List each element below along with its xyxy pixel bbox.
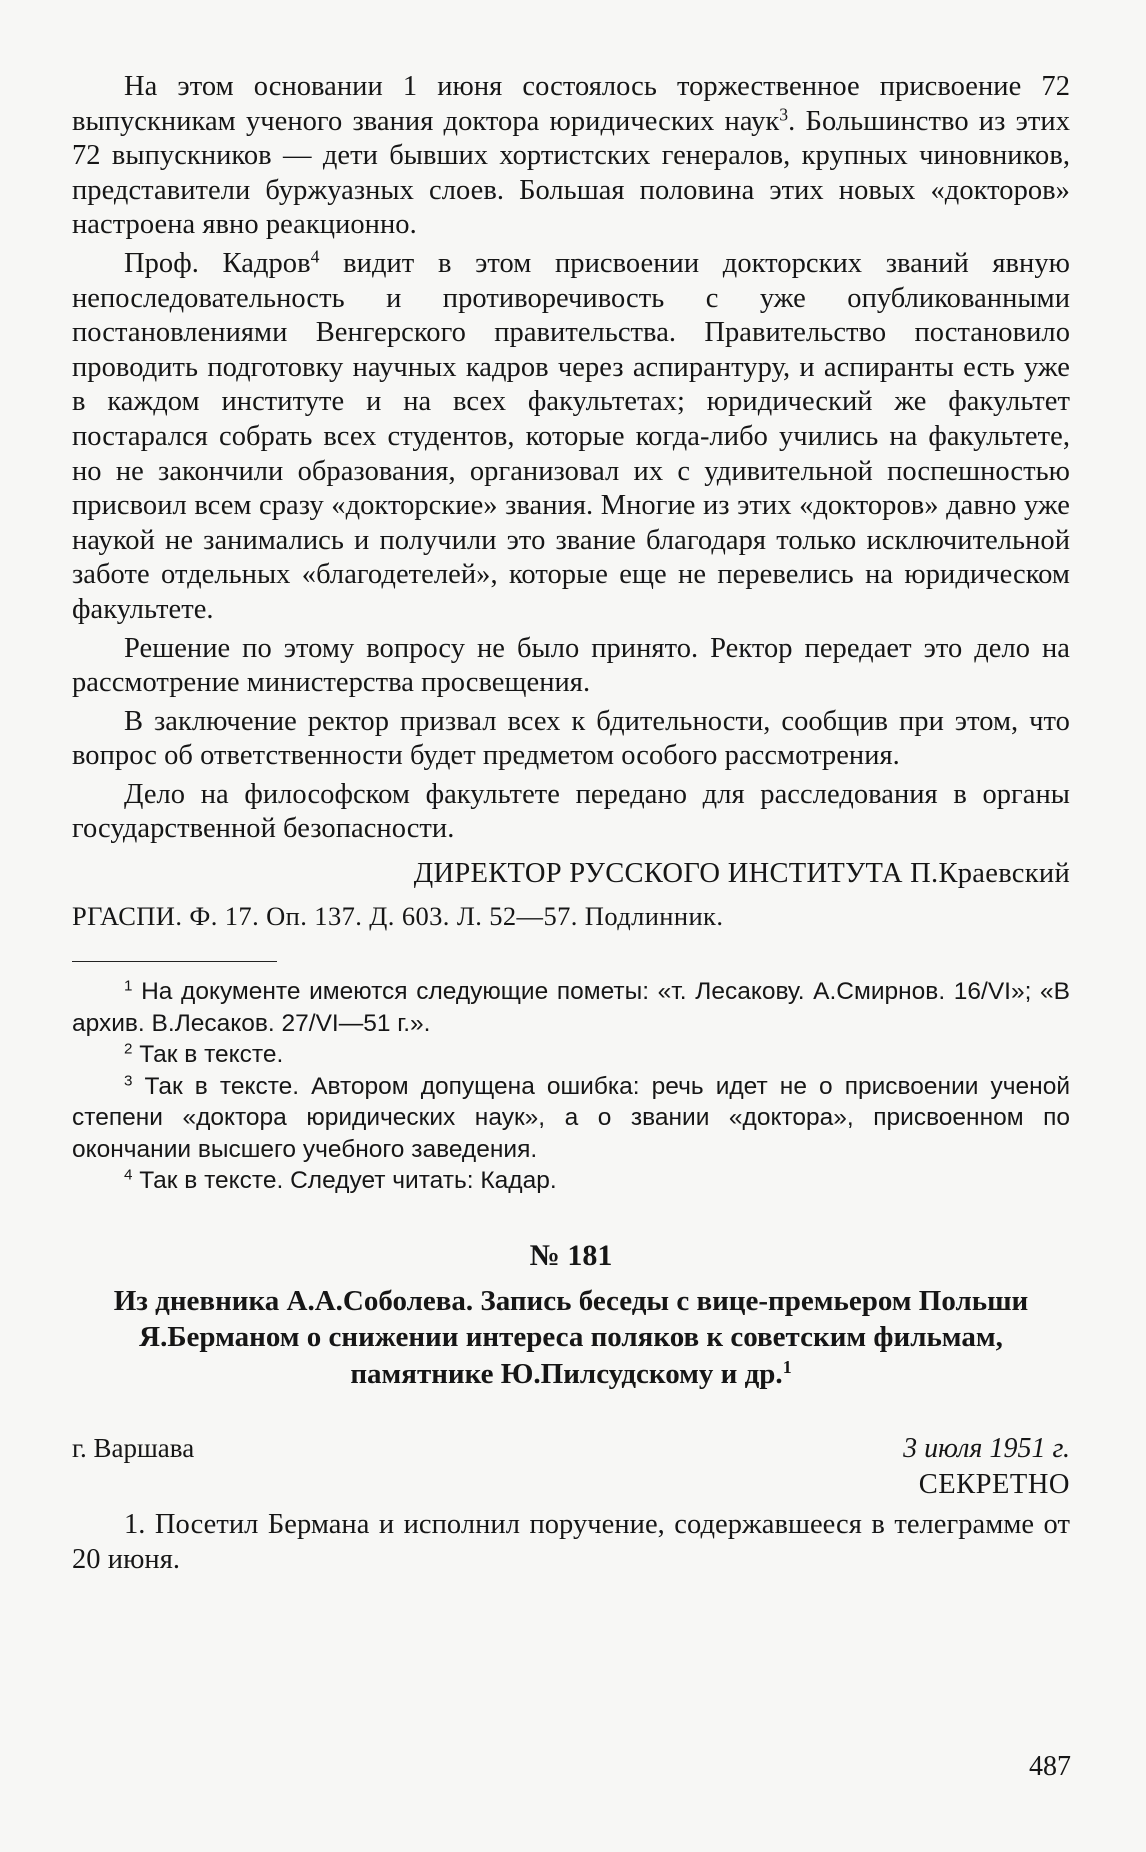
footnote-number: 4 bbox=[124, 1166, 133, 1184]
footnote-number: 3 bbox=[124, 1072, 133, 1090]
footnote-number: 2 bbox=[124, 1040, 133, 1058]
paragraph bbox=[72, 632, 1070, 701]
document-title bbox=[72, 1283, 1070, 1393]
footnote bbox=[72, 1165, 1070, 1197]
paragraph-text: Проф. Кадров bbox=[124, 247, 311, 279]
footnote-text: Так в тексте. Автором допущена ошибка: речь идет не о присвоении ученой степени «доктора юридических наук», а о звании «доктора», присвоенном по окончании высшего учебного заведения. bbox=[72, 1072, 1070, 1163]
paragraph-text: В заключение ректор призвал всех к бдительности, сообщив при этом, что вопрос об ответственности будет предметом особого рассмотрения. bbox=[72, 705, 1070, 772]
paragraph-text: Решение по этому вопросу не было принято. Ректор передает это дело на рассмотрение министерства просвещения. bbox=[72, 632, 1070, 699]
footnote bbox=[72, 976, 1070, 1039]
footnotes bbox=[72, 976, 1070, 1197]
paragraph-text: . Большинство из этих 72 выпускников — дети бывших хортистских генералов, крупных чиновников, представители буржуазных слоев. Большая половина этих новых «докторов» настроена явно реакционно. bbox=[72, 105, 1070, 241]
page-content bbox=[72, 70, 1070, 1577]
footnote-text: На документе имеются следующие пометы: «т. Лесакову. А.Смирнов. 16/VI»; «В архив. В.Лесаков. 27/VI—51 г.». bbox=[72, 978, 1070, 1037]
paragraph bbox=[72, 705, 1070, 774]
footnote bbox=[72, 1039, 1070, 1071]
footnote-text: Так в тексте. Следует читать: Кадар. bbox=[132, 1167, 557, 1195]
archive-source: РГАСПИ. Ф. 17. Оп. 137. Д. 603. Л. 52—57. Подлинник. bbox=[72, 901, 724, 932]
page-number: 487 bbox=[1029, 1751, 1071, 1782]
paragraph-text: На этом основании 1 июня состоялось торжественное присвоение 72 выпускникам ученого звания доктора юридических наук bbox=[72, 71, 1070, 137]
footnote-ref: 4 bbox=[310, 246, 320, 267]
place: г. Варшава bbox=[72, 1433, 195, 1464]
document-body-paragraph: 1. Посетил Бермана и исполнил поручение, содержавшееся в телеграмме от 20 июня. bbox=[72, 1509, 1070, 1575]
document-number: № 181 bbox=[529, 1238, 613, 1272]
place-date-line bbox=[72, 1432, 1070, 1465]
footnote-ref: 3 bbox=[779, 103, 789, 124]
main-text bbox=[72, 70, 1070, 847]
paragraph bbox=[72, 778, 1070, 847]
footnote-number: 1 bbox=[124, 977, 133, 995]
classification-mark: СЕКРЕТНО bbox=[918, 1469, 1070, 1501]
footnote-divider bbox=[72, 961, 277, 962]
footnote-text: Так в тексте. bbox=[132, 1041, 284, 1069]
signature: ДИРЕКТОР РУССКОГО ИНСТИТУТА П.Краевский bbox=[413, 858, 1070, 890]
paragraph bbox=[72, 247, 1070, 628]
date: 3 июля 1951 г. bbox=[903, 1433, 1070, 1465]
paragraph-text: Дело на философском факультете передано для расследования в органы государственной безопасности. bbox=[72, 778, 1070, 845]
document-title-text: Из дневника А.А.Соболева. Запись беседы с вице-премьером Польши Я.Берманом о снижении интереса поляков к советским фильмам, памятнике Ю.Пилсудскому и др. bbox=[113, 1284, 1029, 1390]
document-title-note: 1 bbox=[782, 1356, 792, 1377]
paragraph-text: видит в этом присвоении докторских званий явную непоследовательность и противоречивость с уже опубликованными постановлениями Венгерского правительства. Правительство постановило проводить подготовку научных кадров через аспирантуру, и аспиранты есть уже в каждом институте и на всех факультетах; юридический же факультет постарался собрать всех студентов, которые когда-либо учились на факультете, но не закончили образования, организовал их с удивительной поспешностью присвоил всем сразу «докторские» звания. Многие из этих «докторов» давно уже наукой не занимались и получили это звание благодаря только исключительной заботе отдельных «благодетелей», которые еще не перевелись на юридическом факультете. bbox=[72, 247, 1070, 625]
paragraph bbox=[72, 70, 1070, 243]
footnote bbox=[72, 1071, 1070, 1166]
